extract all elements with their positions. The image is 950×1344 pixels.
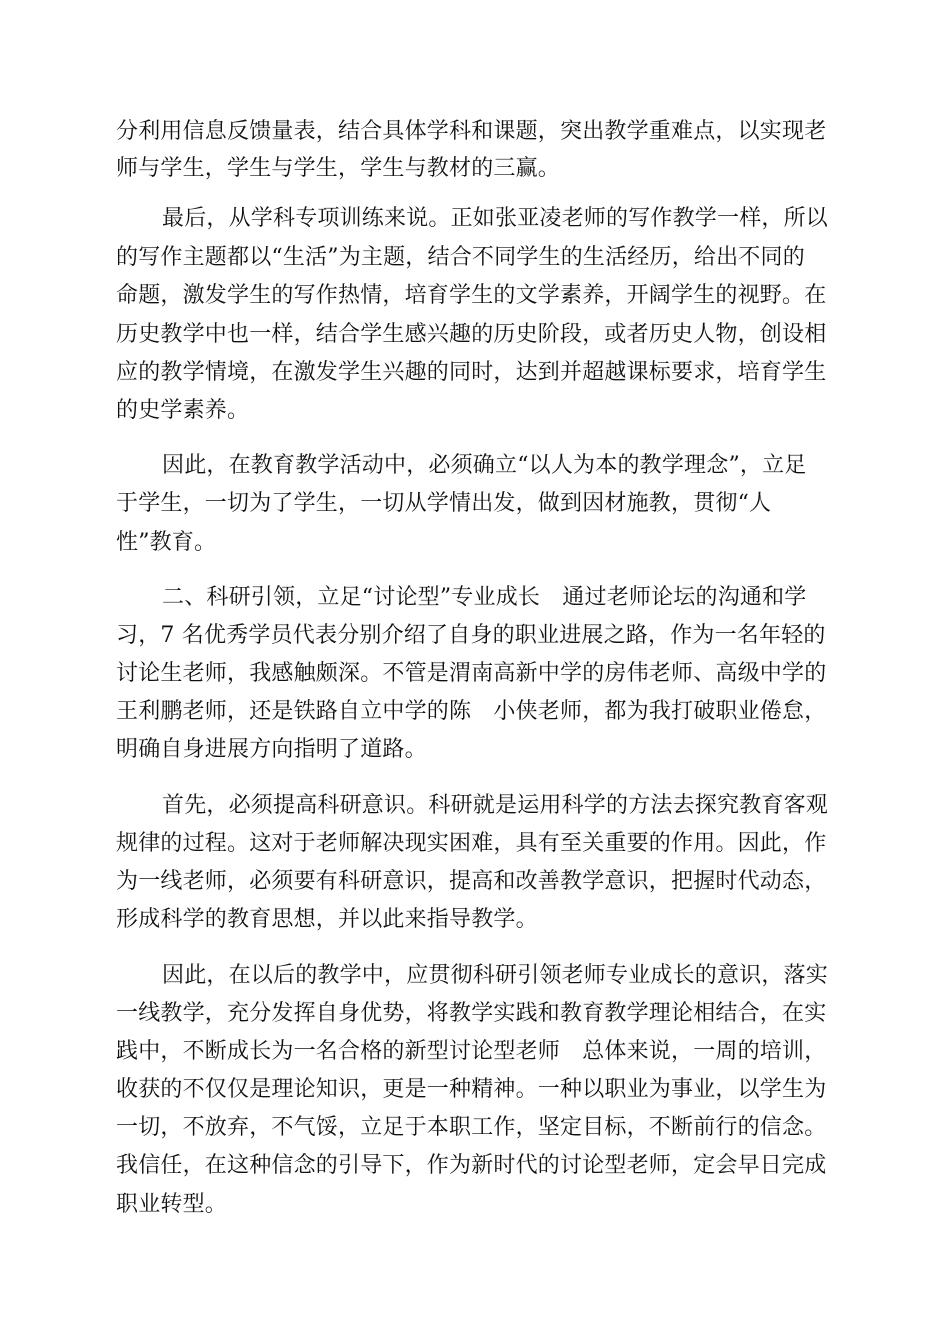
paragraph-line: 应的教学情境，在激发学生兴趣的同时，达到并超越课标要求，培育学生 [116,360,827,385]
paragraph-line: 最后，从学科专项训练来说。正如张亚凌老师的写作教学一样，所以 [162,206,829,231]
paragraph-line: 一切，不放弃，不气馁，立足于本职工作，坚定目标，不断前行的信念。 [116,1115,827,1140]
paragraph-line: 二、科研引领，立足“讨论型”专业成长 通过老师论坛的沟通和学 [162,585,807,610]
paragraph-line: 为一线老师，必须要有科研意识，提高和改善教学意识，把握时代动态， [116,869,827,894]
paragraph-line: 的史学素养。 [116,398,250,423]
paragraph-line: 习，7 名优秀学员代表分别介绍了自身的职业进展之路，作为一名年轻的 [116,623,826,648]
paragraph-line: 于学生，一切为了学生，一切从学情出发，做到因材施教，贯彻“人 [116,491,772,516]
paragraph-line: 性”教育。 [116,530,217,555]
paragraph-line: 命题，激发学生的写作热情，培育学生的文学素养，开阔学生的视野。在 [116,283,827,308]
paragraph-line: 践中，不断成长为一名合格的新型讨论型老师 总体来说，一周的培训， [116,1039,827,1064]
paragraph-line: 因此，在以后的教学中，应贯彻科研引领老师专业成长的意识，落实 [162,963,829,988]
paragraph-line: 明确自身进展方向指明了道路。 [116,737,427,762]
paragraph-line: 分利用信息反馈量表，结合具体学科和课题，突出教学重难点，以实现老 [116,119,827,144]
paragraph-line: 我信任，在这种信念的引导下，作为新时代的讨论型老师，定会早日完成 [116,1153,827,1178]
paragraph-line: 讨论生老师，我感触颇深。不管是渭南高新中学的房伟老师、高级中学的 [116,661,827,686]
paragraph-line: 一线教学，充分发挥自身优势，将教学实践和教育教学理论相结合，在实 [116,1001,827,1026]
paragraph-line: 收获的不仅仅是理论知识，更是一种精神。一种以职业为事业，以学生为 [116,1077,827,1102]
paragraph-line: 因此，在教育教学活动中，必须确立“以人为本的教学理念”，立足 [162,453,807,478]
paragraph-line: 历史教学中也一样，结合学生感兴趣的历史阶段，或者历史人物，创设相 [116,322,827,347]
paragraph-line: 的写作主题都以“生活”为主题，结合不同学生的生活经历，给出不同的 [116,245,805,270]
paragraph-line: 王利鹏老师，还是铁路自立中学的陈 小侠老师，都为我打破职业倦怠， [116,699,827,724]
paragraph-line: 师与学生，学生与学生，学生与教材的三赢。 [116,156,561,181]
paragraph-line: 职业转型。 [116,1192,228,1217]
paragraph-line: 规律的过程。这对于老师解决现实困难，具有至关重要的作用。因此，作 [116,831,827,856]
paragraph-line: 形成科学的教育思想，并以此来指导教学。 [116,907,538,932]
paragraph-line: 首先，必须提高科研意识。科研就是运用科学的方法去探究教育客观 [162,793,829,818]
